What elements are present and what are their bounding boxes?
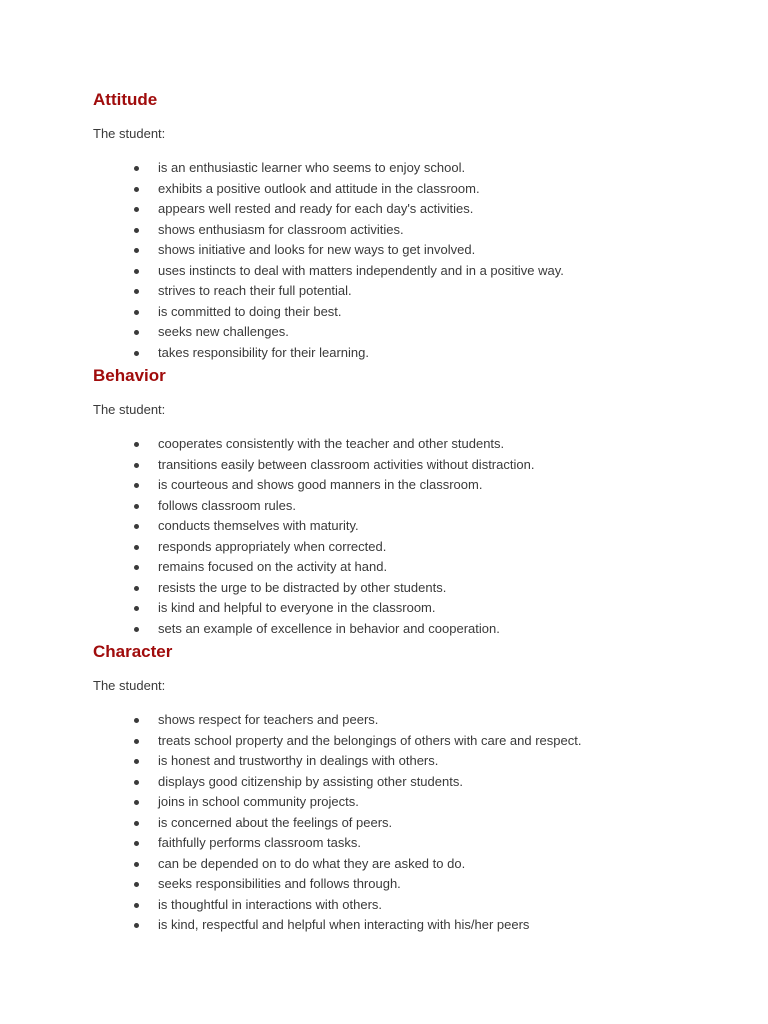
list-item-text: seeks responsibilities and follows through. xyxy=(158,876,401,891)
bullet-icon xyxy=(134,841,139,846)
section-intro: The student: xyxy=(93,678,166,693)
list-item xyxy=(93,434,733,455)
bullet-icon xyxy=(134,800,139,805)
list-item xyxy=(93,537,733,558)
list-item-text: takes responsibility for their learning. xyxy=(158,344,369,360)
list-item-text: follows classroom rules. xyxy=(158,497,296,513)
list-item xyxy=(93,619,733,640)
list-item-text: is an enthusiastic learner who seems to enjoy school. xyxy=(158,160,466,175)
list-item-text: sets an example of excellence in behavior and cooperation. xyxy=(158,620,500,636)
bullet-icon xyxy=(134,310,139,315)
list-item xyxy=(93,813,733,834)
list-item xyxy=(93,915,733,936)
list-item xyxy=(93,281,733,302)
list-item-text: strives to reach their full potential. xyxy=(158,283,352,298)
list-item xyxy=(93,557,733,578)
list-item xyxy=(93,833,733,854)
section-heading: Character xyxy=(93,642,173,661)
list-item xyxy=(93,874,733,895)
section-heading: Behavior xyxy=(93,366,166,385)
list-item xyxy=(93,496,733,517)
list-item xyxy=(93,598,733,619)
bullet-list xyxy=(93,434,733,639)
list-item xyxy=(93,179,733,200)
list-item-text: is thoughtful in interactions with others. xyxy=(158,896,383,912)
list-item xyxy=(93,710,733,731)
list-item-text: can be depended on to do what they are asked to do. xyxy=(158,855,466,871)
list-item-text: appears well rested and ready for each day's activities. xyxy=(158,201,474,216)
list-item xyxy=(93,578,733,599)
document-page xyxy=(93,89,733,936)
list-item-text: uses instincts to deal with matters independently and in a positive way. xyxy=(158,262,564,278)
list-item xyxy=(93,343,733,364)
bullet-icon xyxy=(134,759,139,764)
bullet-icon xyxy=(134,903,139,908)
list-item-text: is concerned about the feelings of peers. xyxy=(158,814,393,830)
list-item xyxy=(93,158,733,179)
section-attitude xyxy=(93,89,733,363)
section-intro: The student: xyxy=(93,126,166,141)
list-item xyxy=(93,261,733,282)
list-item xyxy=(93,772,733,793)
bullet-icon xyxy=(134,330,139,335)
list-item-text: is courteous and shows good manners in the classroom. xyxy=(158,477,483,492)
bullet-icon xyxy=(134,862,139,867)
bullet-icon xyxy=(134,289,139,294)
bullet-icon xyxy=(134,780,139,785)
list-item-text: responds appropriately when corrected. xyxy=(158,538,387,554)
list-item-text: is kind, respectful and helpful when interacting with his/her peers xyxy=(158,917,530,932)
list-item xyxy=(93,455,733,476)
list-item xyxy=(93,475,733,496)
bullet-icon xyxy=(134,565,139,570)
bullet-icon xyxy=(134,483,139,488)
list-item-text: cooperates consistently with the teacher and other students. xyxy=(158,436,505,451)
list-item-text: shows respect for teachers and peers. xyxy=(158,712,379,727)
list-item-text: is honest and trustworthy in dealings with others. xyxy=(158,753,439,768)
list-item xyxy=(93,199,733,220)
list-item-text: exhibits a positive outlook and attitude in the classroom. xyxy=(158,180,480,196)
list-item xyxy=(93,516,733,537)
bullet-icon xyxy=(134,739,139,744)
list-item xyxy=(93,895,733,916)
list-item-text: joins in school community projects. xyxy=(158,794,359,809)
bullet-icon xyxy=(134,545,139,550)
bullet-icon xyxy=(134,187,139,192)
list-item-text: treats school property and the belongings of others with care and respect. xyxy=(158,732,582,748)
list-item xyxy=(93,731,733,752)
bullet-icon xyxy=(134,923,139,928)
list-item-text: remains focused on the activity at hand. xyxy=(158,559,388,574)
list-item xyxy=(93,220,733,241)
section-behavior xyxy=(93,365,733,639)
list-item xyxy=(93,854,733,875)
bullet-icon xyxy=(134,463,139,468)
section-heading: Attitude xyxy=(93,90,158,109)
bullet-icon xyxy=(134,504,139,509)
list-item-text: displays good citizenship by assisting other students. xyxy=(158,773,463,789)
bullet-icon xyxy=(134,269,139,274)
list-item xyxy=(93,302,733,323)
bullet-list xyxy=(93,710,733,936)
list-item xyxy=(93,751,733,772)
list-item-text: shows initiative and looks for new ways to get involved. xyxy=(158,242,476,257)
bullet-icon xyxy=(134,442,139,447)
bullet-icon xyxy=(134,248,139,253)
list-item-text: resists the urge to be distracted by other students. xyxy=(158,579,447,595)
list-item xyxy=(93,322,733,343)
bullet-icon xyxy=(134,882,139,887)
list-item-text: seeks new challenges. xyxy=(158,324,289,339)
list-item-text: conducts themselves with maturity. xyxy=(158,518,359,533)
list-item-text: transitions easily between classroom activities without distraction. xyxy=(158,456,535,472)
list-item-text: is committed to doing their best. xyxy=(158,303,342,319)
bullet-list xyxy=(93,158,733,363)
bullet-icon xyxy=(134,351,139,356)
bullet-icon xyxy=(134,228,139,233)
bullet-icon xyxy=(134,524,139,529)
list-item xyxy=(93,792,733,813)
bullet-icon xyxy=(134,821,139,826)
section-intro: The student: xyxy=(93,402,166,417)
bullet-icon xyxy=(134,586,139,591)
bullet-icon xyxy=(134,166,139,171)
list-item-text: faithfully performs classroom tasks. xyxy=(158,835,362,850)
section-character xyxy=(93,641,733,936)
bullet-icon xyxy=(134,606,139,611)
list-item-text: is kind and helpful to everyone in the classroom. xyxy=(158,600,436,615)
bullet-icon xyxy=(134,718,139,723)
bullet-icon xyxy=(134,627,139,632)
bullet-icon xyxy=(134,207,139,212)
list-item xyxy=(93,240,733,261)
list-item-text: shows enthusiasm for classroom activities. xyxy=(158,221,404,237)
